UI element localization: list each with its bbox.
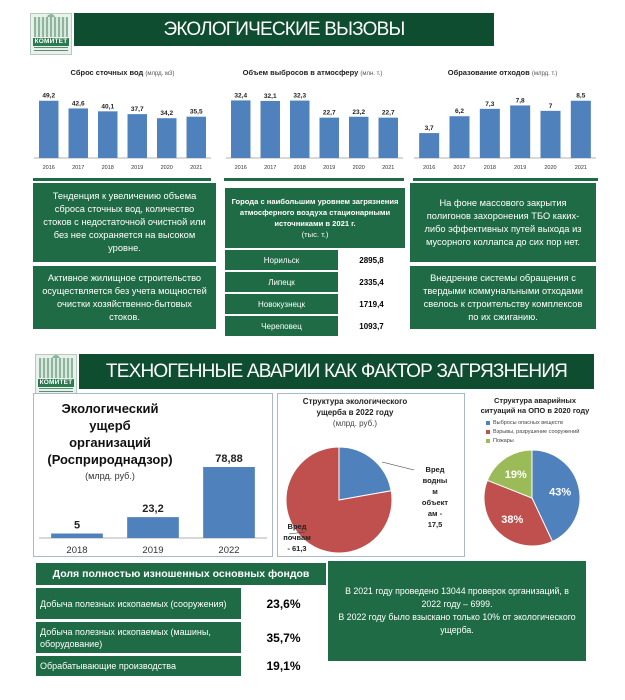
data-label: 35,5: [189, 108, 203, 116]
city-name: Череповец: [225, 316, 338, 336]
tick-label: 2018: [483, 165, 496, 171]
data-label: 7,3: [485, 100, 495, 108]
tick-label: 2020: [544, 165, 557, 171]
pie-percent-label: 19%: [504, 469, 527, 482]
chart-title-emissions: Объем выбросов в атмосферу (млн. т.): [242, 68, 383, 77]
bar: [540, 111, 560, 158]
water-note-box: Тенденция к увеличению объема сброса сточных вод, количество стоков с недостаточной очистной или без нее сохраняется на высоком уровне.: [33, 183, 216, 262]
data-label: 22,7: [381, 109, 395, 117]
section-title: ЭКОЛОГИЧЕСКИЕ ВЫЗОВЫ: [163, 18, 405, 40]
bar: [127, 517, 179, 538]
logo-text: КОМИТЕТ: [34, 38, 68, 45]
damage-chart-title: Экологический ущерб организаций (Росприроднадзор) (млрд. руб.): [47, 401, 173, 481]
chart-damage-structure: [277, 430, 465, 557]
chart-eco-damage: [35, 440, 271, 556]
section-title: ТЕХНОГЕННЫЕ АВАРИИ КАК ФАКТОР ЗАГРЯЗНЕНИЯ: [105, 360, 568, 382]
tick-label: 2021: [190, 165, 203, 171]
pie-label: Вред: [287, 522, 307, 531]
pie-label: ам -: [427, 509, 443, 518]
leader-line: [382, 462, 414, 470]
table-row: [36, 656, 326, 676]
bar: [379, 118, 398, 158]
data-label: 32,4: [234, 92, 248, 100]
legend-item: Пожары: [486, 438, 606, 444]
funds-value: 19,1%: [266, 659, 301, 673]
data-label: 7: [548, 102, 553, 110]
housing-note-box: Активное жилищное строительство осуществляется без учета мощностей очистки хозяйственно-бытовых стоков.: [33, 266, 216, 329]
accidents-legend: [486, 420, 606, 447]
data-label: 23,2: [352, 108, 366, 116]
data-label: 7,8: [515, 97, 525, 105]
data-label: 22,7: [322, 109, 336, 117]
worn-funds-table: [36, 563, 326, 676]
damage-structure-title: Структура экологического ущерба в 2022 году (млрд. руб.): [302, 397, 408, 428]
data-label: 3,7: [424, 125, 434, 133]
data-label: 23,2: [142, 503, 164, 516]
bar: [39, 101, 58, 158]
table-row: [36, 588, 326, 619]
table-row: [225, 316, 405, 336]
tick-label: 2018: [293, 165, 306, 171]
tick-label: 2019: [142, 545, 164, 556]
tick-label: 2020: [160, 165, 173, 171]
table-row: [225, 250, 405, 270]
section-banner-eco-challenges: [74, 13, 494, 46]
pie-label: м: [432, 487, 438, 496]
bar: [51, 534, 103, 539]
chart-waste: [410, 80, 600, 172]
bar: [320, 118, 339, 158]
bar: [571, 101, 591, 158]
tick-label: 2021: [574, 165, 587, 171]
inspections-note-box: В 2021 году проведено 13044 проверок организаций, в 2022 году – 6999. В 2022 году было взыскано только 10% от экологического ущерба.: [328, 561, 586, 661]
pie-label: водны: [422, 476, 448, 485]
table-row: [36, 622, 326, 653]
bar: [69, 108, 88, 158]
city-name: Новокузнецк: [225, 294, 338, 314]
tick-label: 2019: [131, 165, 144, 171]
bar: [187, 117, 206, 158]
legend-item: Выбросы опасных веществ: [486, 420, 606, 426]
bar: [261, 101, 280, 158]
green-divider: [33, 178, 211, 181]
chart-title-wastewater: Сброс сточных вод (млрд. м3): [70, 68, 175, 77]
cities-table-header: Города с наибольшим уровнем загрязнения атмосферного воздуха стационарными источниками в 2021 г. (тыс. т.): [225, 188, 405, 248]
bar: [290, 101, 309, 158]
pie-label: почвам: [283, 533, 311, 542]
tick-label: 2021: [382, 165, 395, 171]
green-divider: [224, 178, 404, 181]
tick-label: 2017: [453, 165, 466, 171]
accidents-structure-title: Структура аварийных ситуаций на ОПО в 2020 году: [480, 396, 590, 415]
data-label: 42,6: [71, 100, 85, 108]
city-value: 2895,8: [338, 250, 405, 270]
data-label: 34,2: [160, 110, 174, 118]
data-label: 8,5: [576, 92, 586, 100]
bar: [449, 116, 469, 158]
bar: [98, 111, 117, 158]
bar: [203, 467, 255, 538]
bar: [419, 133, 439, 158]
tick-label: 2020: [352, 165, 365, 171]
pie-percent-label: 38%: [501, 513, 524, 526]
cities-table: [225, 188, 405, 336]
tick-label: 2022: [218, 545, 240, 556]
tick-label: 2018: [66, 545, 88, 556]
funds-label: Обрабатывающие производства: [36, 656, 241, 676]
tick-label: 2017: [264, 165, 277, 171]
data-label: 32,1: [263, 92, 277, 100]
pie-percent-label: 43%: [549, 486, 572, 499]
bar: [480, 109, 500, 158]
logo-text: КОМИТЕТ: [39, 379, 73, 386]
pie-label: 17,5: [427, 520, 443, 529]
committee-logo: [30, 13, 72, 55]
data-label: 49,2: [42, 92, 56, 100]
data-label: 40,1: [101, 103, 115, 111]
funds-label: Добыча полезных ископаемых (сооружения): [36, 588, 241, 619]
legend-item: Взрывы, разрушение сооружений: [486, 429, 606, 435]
funds-label: Добыча полезных ископаемых (машины, оборудование): [36, 622, 241, 653]
city-value: 1719,4: [338, 294, 405, 314]
data-label: 78,88: [215, 453, 243, 466]
chart-wastewater: [30, 80, 215, 172]
table-row: [225, 272, 405, 292]
incineration-note-box: Внедрение системы обращения с твердыми коммунальными отходами свелось к строительству комплексов по их сжиганию.: [410, 266, 596, 329]
green-divider: [413, 178, 598, 181]
bar: [157, 118, 176, 158]
waste-note-box: На фоне массового закрытия полигонов захоронения ТБО каких-либо эффективных путей выхода из мусорного коллапса до сих пор нет.: [410, 183, 596, 262]
tick-label: 2018: [101, 165, 114, 171]
city-value: 1093,7: [338, 316, 405, 336]
tick-label: 2019: [514, 165, 527, 171]
bar: [349, 117, 368, 158]
data-label: 37,7: [130, 106, 144, 114]
pie-label: объект: [421, 498, 449, 507]
tick-label: 2016: [423, 165, 436, 171]
committee-logo: [35, 354, 77, 396]
funds-value: 23,6%: [266, 596, 301, 611]
bar: [128, 114, 147, 158]
section-banner-technogenic-accidents: [79, 354, 594, 389]
pie-label: - 61,3: [287, 544, 307, 553]
tick-label: 2016: [234, 165, 247, 171]
data-label: 5: [73, 519, 81, 532]
chart-accidents-structure: [470, 445, 600, 555]
tick-label: 2016: [42, 165, 55, 171]
city-value: 2335,4: [338, 272, 405, 292]
table-row: [225, 294, 405, 314]
bar: [231, 100, 250, 158]
city-name: Липецк: [225, 272, 338, 292]
city-name: Норильск: [225, 250, 338, 270]
tick-label: 2019: [323, 165, 336, 171]
tick-label: 2017: [72, 165, 85, 171]
chart-title-waste: Образование отходов (млрд. т.): [447, 68, 558, 77]
funds-table-header: Доля полностью изношенных основных фондов: [36, 563, 326, 585]
data-label: 32,3: [293, 92, 307, 100]
data-label: 6,2: [454, 108, 465, 116]
funds-value: 35,7%: [266, 630, 301, 645]
pie-label: Вред: [425, 465, 445, 474]
bar: [510, 105, 530, 158]
chart-emissions: [222, 80, 407, 172]
